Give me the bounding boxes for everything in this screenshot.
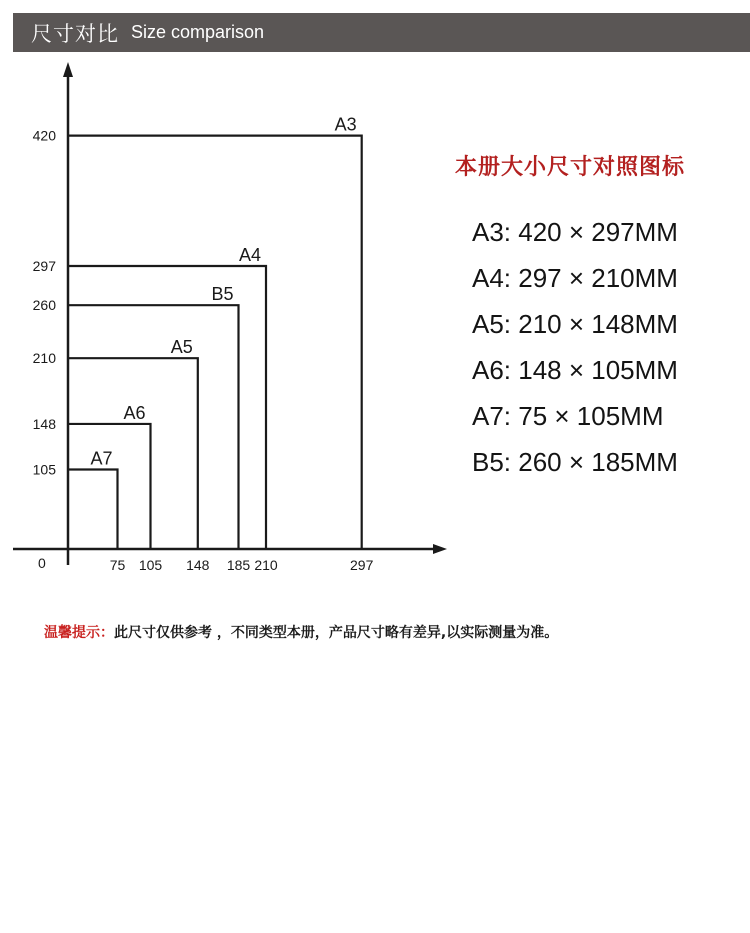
legend-item-a4: A4: 297 × 210MM	[472, 263, 678, 293]
y-tick-label-105: 105	[32, 461, 56, 478]
rects-layer	[68, 115, 362, 549]
x-ticks-layer	[110, 557, 374, 573]
y-tick-label-260: 260	[32, 297, 56, 314]
rect-outline-a4	[68, 266, 266, 549]
rect-outline-a6	[68, 424, 151, 549]
legend-item-a7: A7: 75 × 105MM	[472, 401, 664, 431]
origin-label: 0	[38, 555, 46, 571]
y-tick-label-420: 420	[32, 127, 56, 144]
legend-item-a5: A5: 210 × 148MM	[472, 309, 678, 339]
rect-label-b5: B5	[211, 284, 234, 305]
rect-outline-a7	[68, 470, 118, 550]
rect-outline-b5	[68, 305, 239, 549]
x-tick-label-105: 105	[138, 557, 163, 573]
rect-label-a5: A5	[170, 337, 193, 358]
y-tick-label-210: 210	[32, 350, 56, 367]
x-tick-label-148: 148	[186, 557, 210, 573]
notice-text: 此尺寸仅供参考 ，不同类型本册，产品尺寸略有差异,以实际测量为准。	[114, 625, 559, 641]
rect-label-a7: A7	[90, 448, 113, 469]
y-tick-label-148: 148	[32, 415, 56, 432]
rect-outline-a5	[68, 358, 198, 549]
notice	[44, 622, 558, 642]
x-axis-arrow-icon	[433, 544, 447, 554]
rect-label-a3: A3	[334, 114, 357, 135]
y-axis-arrow-icon	[63, 62, 73, 77]
legend-title: 本册大小尺寸对照图标	[455, 155, 686, 180]
x-tick-label-210: 210	[254, 557, 278, 573]
legend-item-a6: A6: 148 × 105MM	[472, 355, 678, 385]
y-ticks-layer	[33, 128, 57, 478]
header-title-en: Size comparison	[131, 22, 265, 42]
rect-label-a4: A4	[238, 244, 261, 265]
y-tick-label-297: 297	[32, 257, 56, 274]
notice-label: 温馨提示：	[44, 625, 114, 641]
header-title-cn: 尺寸对比	[31, 21, 119, 46]
legend-list	[472, 214, 678, 490]
rect-label-a6: A6	[123, 402, 146, 423]
x-tick-label-75: 75	[109, 557, 126, 573]
x-tick-label-185: 185	[226, 557, 251, 573]
rect-outline-a3	[68, 136, 362, 549]
x-tick-label-297: 297	[350, 557, 374, 573]
legend-item-b5: B5: 260 × 185MM	[472, 447, 678, 477]
legend-item-a3: A3: 420 × 297MM	[472, 217, 678, 247]
